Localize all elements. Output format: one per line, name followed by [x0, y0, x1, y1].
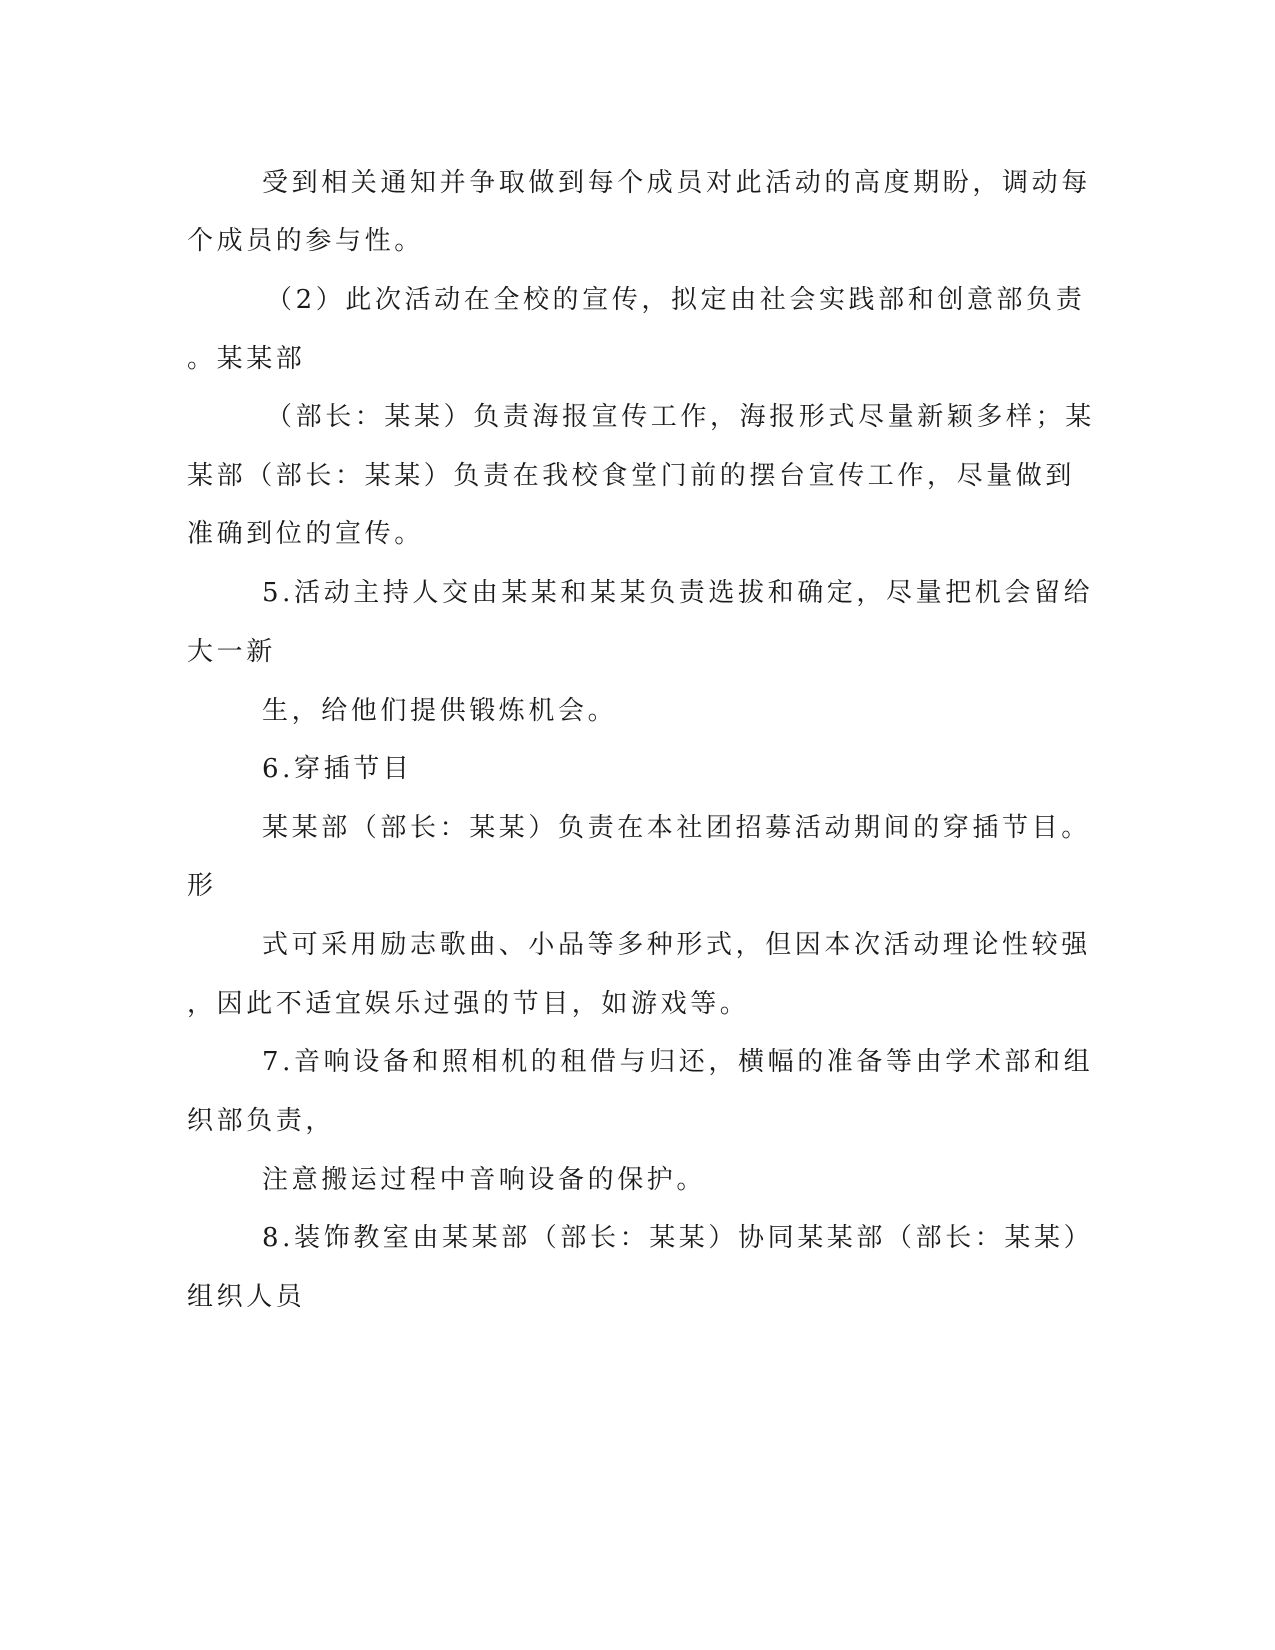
text-line: 受到相关通知并争取做到每个成员对此活动的高度期盼，调动每 [262, 168, 1091, 198]
text-line: 8.装饰教室由某某部（部长：某某）协同某某部（部长：某某） [262, 1223, 1094, 1253]
text-line: 准确到位的宣传。 [187, 519, 424, 549]
text-line: 某部（部长：某某）负责在我校食堂门前的摆台宣传工作，尽量做到 [187, 461, 1076, 491]
text-line: 注意搬运过程中音响设备的保护。 [262, 1165, 707, 1195]
text-line: （2）此次活动在全校的宣传，拟定由社会实践部和创意部负责 [266, 285, 1086, 315]
text-line: ，因此不适宜娱乐过强的节目，如游戏等。 [187, 989, 750, 1019]
text-line: 生，给他们提供锻炼机会。 [262, 696, 618, 726]
text-line: 5.活动主持人交由某某和某某负责选拔和确定，尽量把机会留给 [262, 578, 1094, 608]
text-line: 个成员的参与性。 [187, 226, 424, 256]
text-line: 式可采用励志歌曲、小品等多种形式，但因本次活动理论性较强 [262, 930, 1091, 960]
text-line: 某某部（部长：某某）负责在本社团招募活动期间的穿插节目。 [262, 813, 1091, 843]
text-line: 。某某部 [187, 344, 306, 374]
text-line: （部长：某某）负责海报宣传工作，海报形式尽量新颖多样；某 [266, 402, 1095, 432]
text-line: 组织人员 [187, 1282, 306, 1312]
text-line: 织部负责， [187, 1106, 336, 1136]
text-line: 大一新 [187, 637, 276, 667]
text-line: 6.穿插节目 [262, 754, 413, 784]
text-line: 形 [187, 871, 217, 901]
text-line: 7.音响设备和照相机的租借与归还，横幅的准备等由学术部和组 [262, 1047, 1094, 1077]
